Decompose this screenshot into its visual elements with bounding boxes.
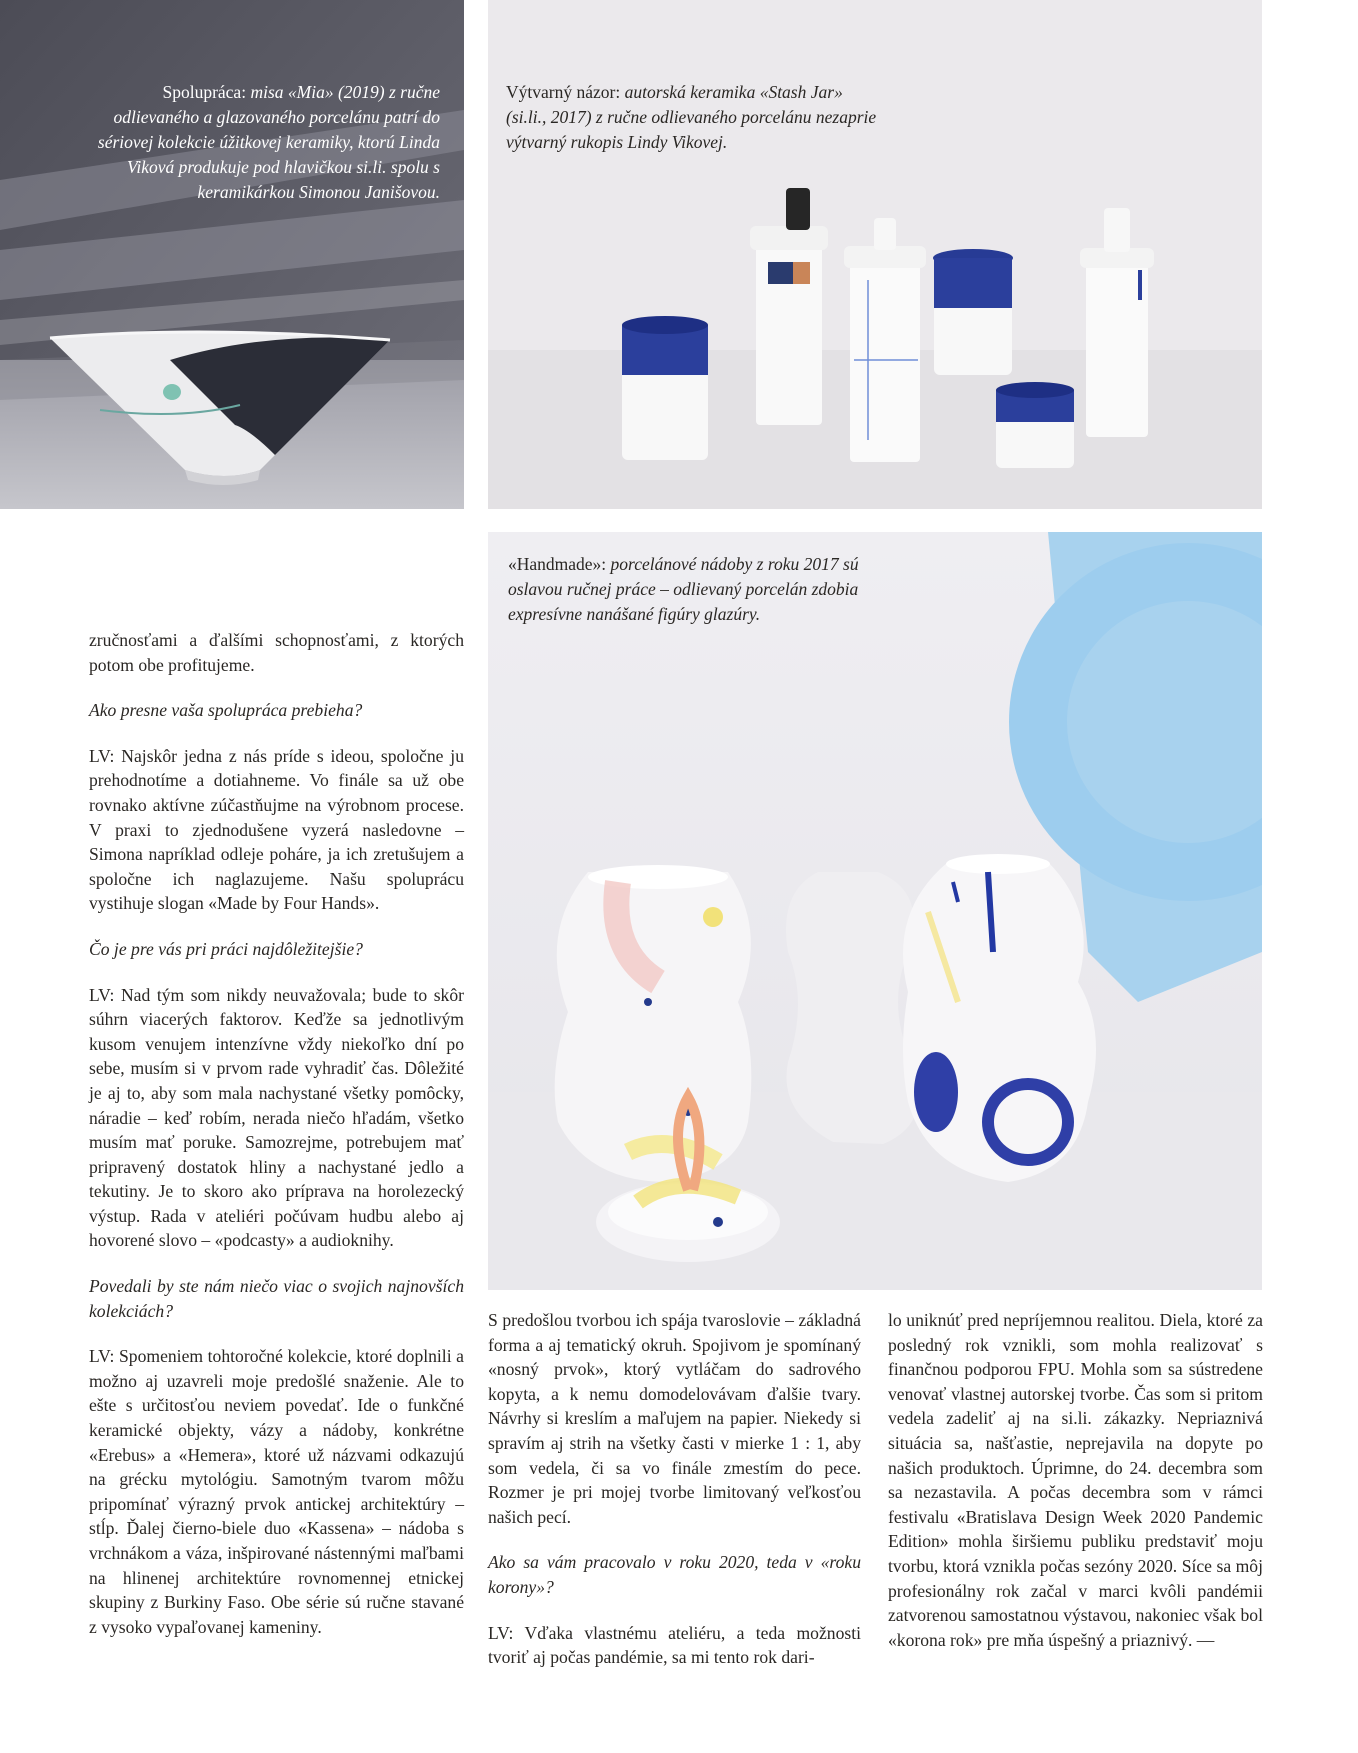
- caption-bowl-text: misa «Mia» (2019) z ručne odlievaného a glazovaného porcelánu patrí do sériovej kolekcie úžitkovej keramiky, ktorú Linda Viková produkuje pod hlavičkou si.li. spolu s keramikárkou Simonou Janišovou.: [97, 82, 440, 202]
- text-column-middle: [488, 1308, 861, 1670]
- interview-answer: LV: Nad tým som nikdy neuvažovala; bude to skôr súhrn viacerých faktorov. Keďže sa jednotlivým kusom venujem intenzívne vždy niekoľko dní po sebe, musím si v prvom rade vyhradiť čas. Dôležité je aj to, aby som mala nachystané všetky pomôcky, náradie – keď robím, nerada niečo hľadám, všetko musím mať poruke. Samozrejme, potrebujem mať pripravený dostatok hliny a nachystané jedlo a tekutiny. Je to skoro ako príprava na horolezecký výstup. Rada v ateliéri počúvam hudbu alebo aj hovorené slovo – «podcasty» a audioknihy.: [89, 984, 464, 1251]
- caption-bowl: [78, 80, 440, 205]
- caption-jars: [506, 80, 886, 155]
- interview-answer: LV: Vďaka vlastnému ateliéru, a teda možnosti tvoriť aj počas pandémie, sa mi tento rok dari-: [488, 1622, 861, 1668]
- paragraph: zručnosťami a ďalšími schopnosťami, z ktorých potom obe profitujeme.: [89, 630, 464, 675]
- text-column-right: [888, 1308, 1263, 1652]
- caption-vases: [508, 552, 873, 627]
- bowl-photo: [0, 0, 464, 509]
- text-column-left: [89, 628, 464, 1639]
- caption-jars-text: autorská keramika «Stash Jar» (si.li., 2017) z ručne odlievaného porcelánu nezaprie výtvarný rukopis Lindy Vikovej.: [506, 82, 877, 152]
- interview-answer: LV: Spomeniem tohtoročné kolekcie, ktoré doplnili a možno aj uzavreli moje predošlé snaženie. Ale to ešte s určitosťou neviem povedať. Ide o funkčné keramické objekty, vázy a nádoby, konkrétne «Erebus» a «Hemera», ktoré už názvami odkazujú na grécku mytológiu. Samotným tvarom môžu pripomínať výrazný prvok antickej architektúry – stĺp. Ďalej čierno-biele duo «Kassena» – nádoba s vrchnákom a váza, inšpirované nástennými maľbami na hlinenej architektúre rovnomennej etnickej skupiny z Burkiny Faso. Obe série sú ručne stavané z vysoko vypaľovanej kameniny.: [89, 1346, 464, 1637]
- interview-question: Povedali by ste nám niečo viac o svojich najnovších kolekciách?: [89, 1276, 464, 1321]
- interview-question: Ako sa vám pracovalo v roku 2020, teda v «roku korony»?: [488, 1552, 861, 1597]
- jars-photo: [488, 0, 1262, 509]
- interview-answer: LV: Najskôr jedna z nás príde s ideou, spoločne ju prehodnotíme a dotiahneme. Vo finále sa už obe rovnako aktívne zúčastňujme na výrobnom procese. V praxi to zjednodušene vyzerá nasledovne – Simona napríklad odleje poháre, ja ich zretušujem a spoločne ich naglazujeme. Našu spoluprácu vystihuje slogan «Made by Four Hands».: [89, 745, 464, 914]
- paragraph: S predošlou tvorbou ich spája tvaroslovie – základná forma a aj tematický okruh. Spojivom je spomínaný «nosný prvok», ktorý vytláčam do sadrového kopyta, a k nemu domodelovávam ďalšie tvary. Návrhy si kreslím a maľujem na papier. Niekedy si spravím aj strih na všetky časti v mierke 1 : 1, aby som vedela, či sa vo finále zmestím do pece. Rozmer je pri mojej tvorbe limitovaný veľkosťou našich pecí.: [488, 1310, 861, 1527]
- paragraph: lo uniknúť pred nepríjemnou realitou. Diela, ktoré za posledný rok vznikli, som mohla realizovať s finančnou podporou FPU. Mohla som sa sústredene venovať vlastnej autorskej tvorbe. Čas som si pritom vedela zadeliť aj na si.li. zákazky. Nepriaznivá situácia sa, našťastie, neprejavila na dopyte po našich produktoch. Úprimne, do 24. decembra som sa nezastavila. A počas decembra som v rámci festivalu «Bratislava Design Week 2020 Pandemic Edition» mohla širšiemu publiku predstaviť moju tvorbu, ktorá vznikla počas sezóny 2020. Síce sa môj profesionálny rok začal v marci kvôli pandémii zatvorenou samostatnou výstavou, nakoniec však bol «korona rok» pre mňa úspešný a priaznivý. —: [888, 1310, 1263, 1650]
- caption-vases-text: porcelánové nádoby z roku 2017 sú oslavou ručnej práce – odlievaný porcelán zdobia expresívne nanášané figúry glazúry.: [508, 554, 859, 624]
- caption-vases-lead: «Handmade»:: [508, 554, 607, 574]
- interview-question: Ako presne vaša spolupráca prebieha?: [89, 700, 363, 721]
- caption-jars-lead: Výtvarný názor:: [506, 82, 621, 102]
- vases-photo: [488, 532, 1262, 1290]
- caption-bowl-lead: Spolupráca:: [162, 82, 247, 102]
- interview-question: Čo je pre vás pri práci najdôležitejšie?: [89, 938, 363, 959]
